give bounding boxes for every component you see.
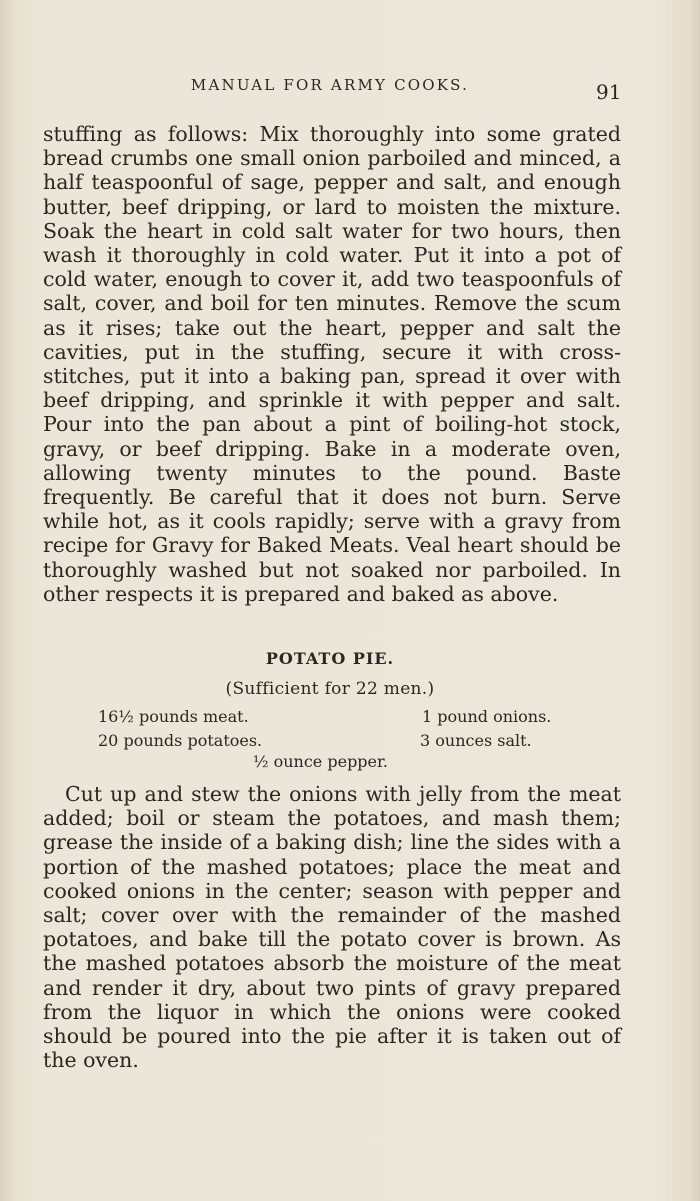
body-paragraph: stuffing as follows: Mix thoroughly into some grated bread crumbs one small onion parboiled and minced, a half teaspoonful of sage, pepper and salt, and enough butter, beef dripping, or lard to moisten the mixture. Soak the heart in cold salt water for two hours, then wash it thoroughly in cold water. Put it into a pot of cold water, enough to cover it, add two teaspoonfuls of salt, cover, and boil for ten minutes. Remove the scum as it rises; take out the heart, pepper and salt the cavities, put in the stuffing, secure it with cross-stitches, put it into a baking pan, spread it over with beef dripping, and sprinkle it with pepper and salt. Pour into the pan about a pint of boiling-hot stock, gravy, or beef dripping. Bake in a moderate oven, allowing twenty minutes to the pound. Baste frequently. Be careful that it does not burn. Serve while hot, as it cools rapidly; serve with a gravy from recipe for Gravy for Baked Meats. Veal heart should be thoroughly washed but not soaked nor parboiled. In other respects it is prepared and baked as above. [43, 122, 621, 606]
recipe-yield: (Sufficient for 22 men.) [225, 679, 435, 699]
ingredient-item: 16½ pounds meat. [98, 707, 249, 726]
ingredient-item: 3 ounces salt. [420, 731, 532, 750]
page-number: 91 [596, 80, 622, 104]
ingredient-item: 20 pounds potatoes. [98, 731, 263, 750]
recipe-title: POTATO PIE. [265, 649, 395, 668]
ingredient-item: 1 pound onions. [422, 707, 552, 726]
body-paragraph: Cut up and stew the onions with jelly from the meat added; boil or steam the potatoes, and mash them; grease the inside of a baking dish; line the sides with a portion of the mashed potatoes; place the meat and cooked onions in the center; season with pepper and salt; cover over with the remainder of the mashed potatoes, and bake till the potato cover is brown. As the mashed potatoes absorb the moisture of the meat and render it dry, about two pints of gravy prepared from the liquor in which the onions were cooked should be poured into the pie after it is taken out of the oven. [43, 782, 621, 1073]
running-head: MANUAL FOR ARMY COOKS. [190, 76, 470, 94]
ingredient-item: ½ ounce pepper. [253, 752, 388, 771]
